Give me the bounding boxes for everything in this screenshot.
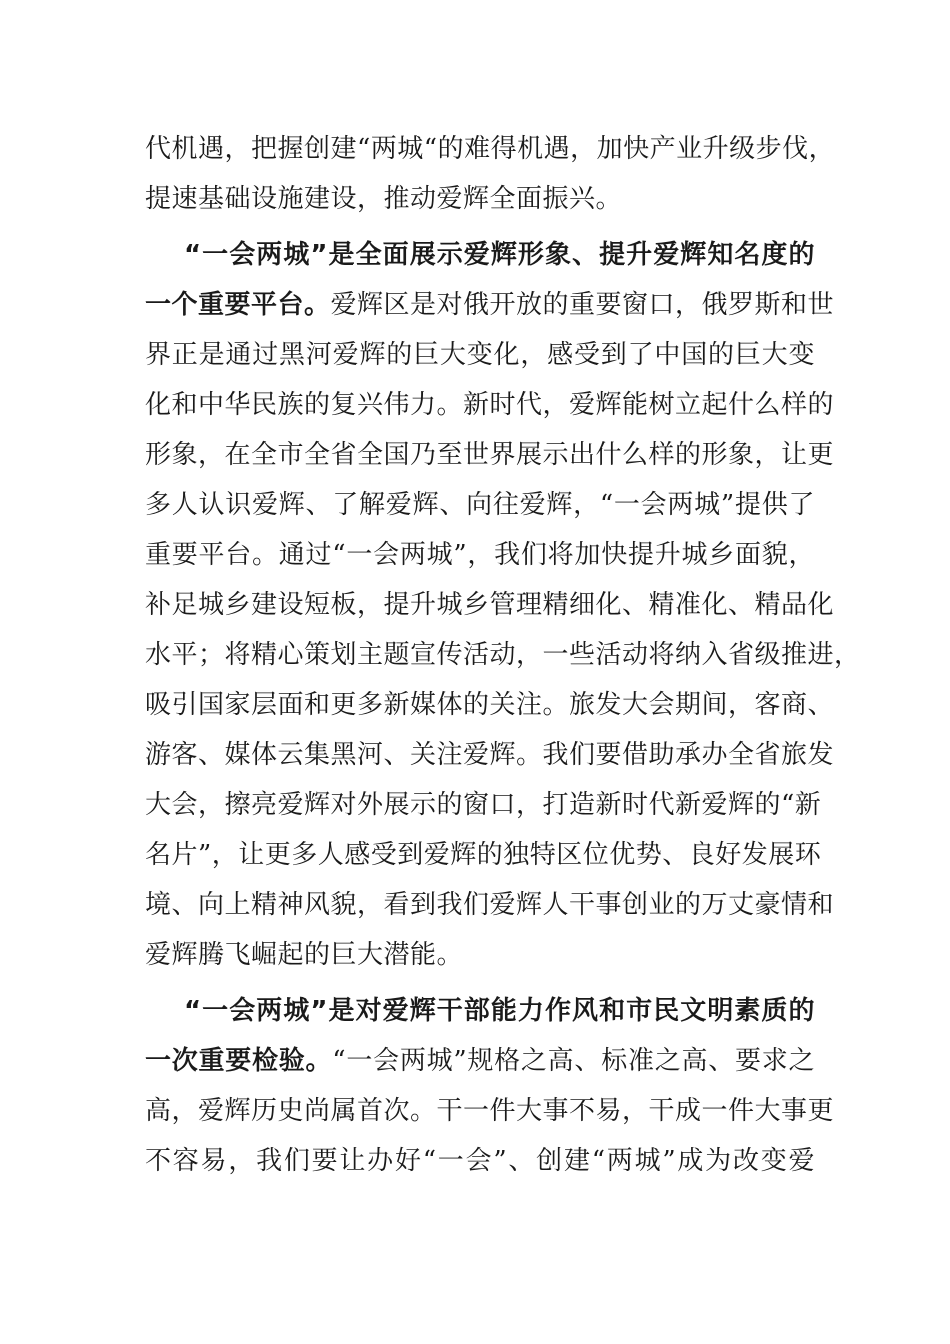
line-text: 名片”，让更多人感受到爱辉的独特区位优势、良好发展环 [145, 840, 822, 870]
text-line [145, 430, 835, 480]
line-text: 提速基础设施建设，推动爱辉全面振兴。 [145, 184, 623, 214]
text-line [145, 174, 815, 224]
paragraph-heading-line [184, 230, 815, 280]
line-text: “一会两城”规格之高、标准之高、要求之 [332, 1046, 815, 1076]
text-line [145, 124, 836, 174]
text-line [145, 730, 835, 780]
line-text: 爱辉区是对俄开放的重要窗口，俄罗斯和世 [330, 290, 835, 320]
line-text: 爱辉腾飞崛起的巨大潜能。 [145, 940, 464, 970]
text-line [145, 580, 835, 630]
line-text: 化和中华民族的复兴伟力。新时代，爱辉能树立起什么样的 [145, 390, 835, 420]
line-text: 吸引国家层面和更多新媒体的关注。旅发大会期间，客商、 [145, 690, 835, 720]
text-line [145, 680, 835, 730]
text-line [145, 530, 815, 580]
heading-text: “一会两城”是全面展示爱辉形象、提升爱辉知名度的 [184, 240, 815, 270]
text-line [145, 780, 822, 830]
text-line [145, 1036, 815, 1086]
line-text: 多人认识爱辉、了解爱辉、向往爱辉，“一会两城”提供了 [145, 490, 815, 520]
text-line [145, 930, 815, 980]
heading-text: “一会两城”是对爱辉干部能力作风和市民文明素质的 [184, 996, 815, 1026]
line-text: 大会，擦亮爱辉对外展示的窗口，打造新时代新爱辉的“新 [145, 790, 822, 820]
heading-text: 一次重要检验。 [145, 1046, 333, 1076]
line-text: 重要平台。通过“一会两城”，我们将加快提升城乡面貌， [145, 540, 815, 570]
line-text: 不容易，我们要让办好“一会”、创建“两城”成为改变爱 [145, 1146, 815, 1176]
text-line [145, 480, 815, 530]
line-text: 代机遇，把握创建“两城“的难得机遇，加快产业升级步伐， [145, 134, 836, 164]
text-line [145, 630, 861, 680]
text-line [145, 1086, 835, 1136]
line-text: 境、向上精神风貌，看到我们爱辉人干事创业的万丈豪情和 [145, 890, 835, 920]
line-text: 补足城乡建设短板，提升城乡管理精细化、精准化、精品化 [145, 590, 835, 620]
text-line [145, 1136, 815, 1186]
text-line [145, 330, 815, 380]
text-line [145, 880, 835, 930]
paragraph-heading-line [184, 986, 815, 1036]
line-text: 高，爱辉历史尚属首次。干一件大事不易，干成一件大事更 [145, 1096, 835, 1126]
line-text: 水平；将精心策划主题宣传活动，一些活动将纳入省级推进， [145, 640, 861, 670]
text-line [145, 380, 835, 430]
line-text: 界正是通过黑河爱辉的巨大变化，感受到了中国的巨大变 [145, 340, 815, 370]
text-line [145, 280, 835, 330]
line-text: 游客、媒体云集黑河、关注爱辉。我们要借助承办全省旅发 [145, 740, 835, 770]
text-line [145, 830, 822, 880]
heading-text: 一个重要平台。 [145, 290, 331, 320]
line-text: 形象，在全市全省全国乃至世界展示出什么样的形象，让更 [145, 440, 835, 470]
